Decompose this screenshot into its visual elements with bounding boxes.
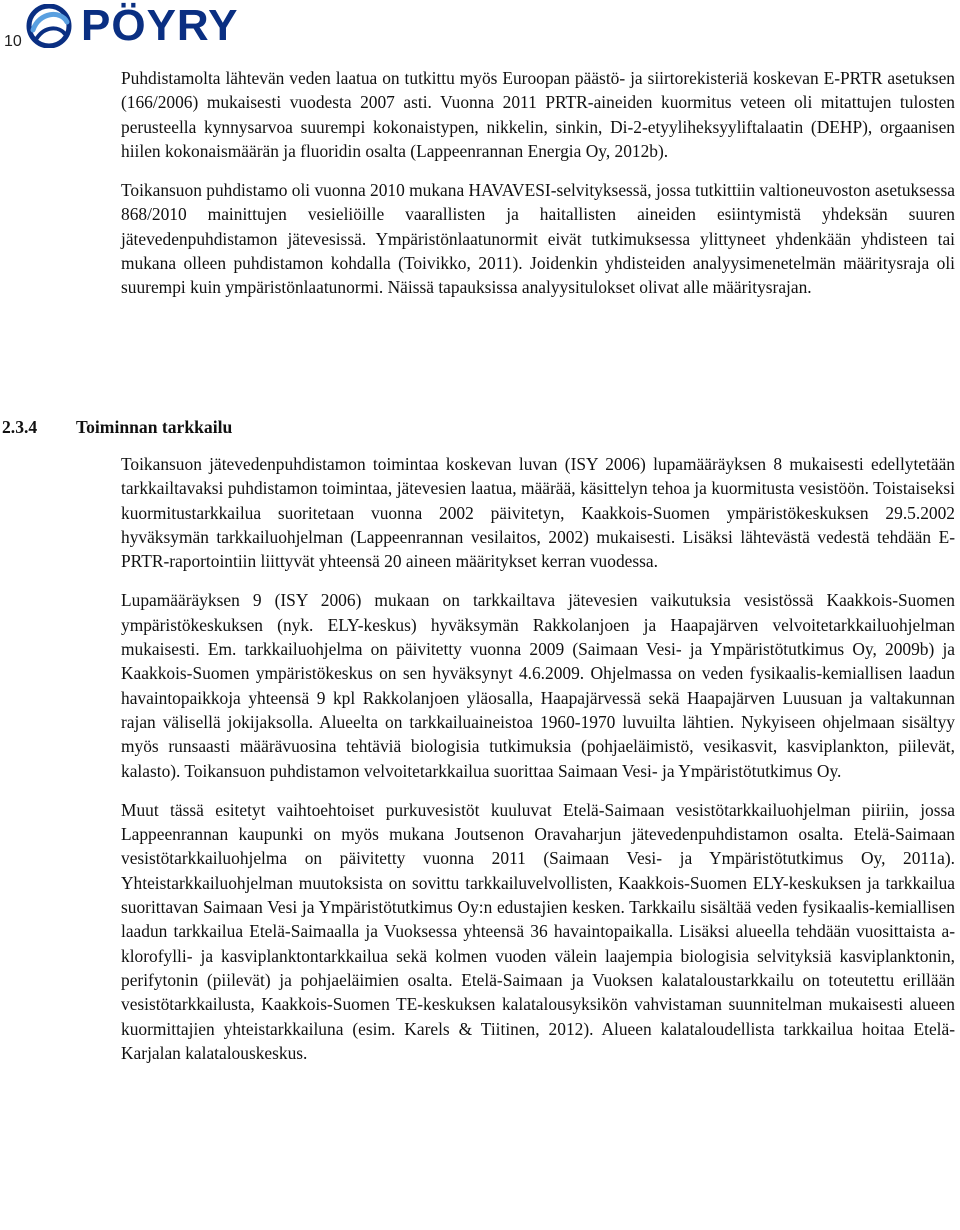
paragraph: Lupamääräyksen 9 (ISY 2006) mukaan on tarkkailtava jätevesien vaikutuksia vesistössä Kaakkois-Suomen ympäristökeskuksen (nyk. ELY-keskus) hyväksymän Rakkolanjoen ja Haapajärven velvoitetarkkailuohjelman mukaisesti. Em. tarkkailuohjelma on päivitetty vuonna 2009 (Saimaan Vesi- ja Ympäristötutkimus Oy, 2009b) ja Kaakkois-Suomen ympäristökeskus on sen hyväksynyt 4.6.2009. Ohjelmassa on veden fysikaalis-kemiallisen laadun havaintopaikkoja yhteensä 9 kpl Rakkolanjoen yläosalla, Haapajärvessä sekä Haapajärven Luusuan ja valtakunnan rajan välisellä jokijaksolla. Alueelta on tarkkailuaineistoa 1960-1970 luvuilta lähtien. Nykyiseen ohjelmaan sisältyy myös runsaasti määrävuosina tehtäviä biologisia tutkimuksia (pohjaeläimistö, vesikasvit, kasviplankton, piilevät, kalasto). Toikansuon puhdistamon velvoitetarkkailua suorittaa Saimaan Vesi- ja Ympäristötutkimus Oy. (121, 590, 955, 781)
paragraph: Toikansuon puhdistamo oli vuonna 2010 mukana HAVAVESI-selvityksessä, jossa tutkittiin valtioneuvoston asetuksessa 868/2010 mainittujen vesieliöille vaarallisten ja haitallisten aineiden esiintymistä yhdeksän suuren jätevedenpuhdistamon jätevesissä. Ympäristönlaatunormit eivät tutkimuksessa ylittyneet yhdenkään yhdisteen tai mukana olleen puhdistamon kohdalla (Toivikko, 2011). Joidenkin yhdisteiden analyysimenetelmän määritysraja oli suurempi kuin ympäristönlaatunormi. Näissä tapauksissa analyysitulokset olivat alle määritysrajan. (121, 180, 955, 298)
body-text-section (121, 452, 955, 1080)
paragraph: Muut tässä esitetyt vaihtoehtoiset purkuvesistöt kuuluvat Etelä-Saimaan vesistötarkkailuohjelman piiriin, jossa Lappeenrannan kaupunki on myös mukana Joutsenon Oravaharjun jätevedenpuhdistamon osalta. Etelä-Saimaan vesistötarkkailuohjelma on päivitetty vuonna 2011 (Saimaan Vesi- ja Ympäristötutkimus Oy, 2011a). Yhteistarkkailuohjelman muutoksista on sovittu tarkkailuvelvollisten, Kaakkois-Suomen ELY-keskuksen ja tarkkailua suorittavan Saimaan Vesi ja Ympäristötutkimus Oy:n edustajien kesken. Tarkkailu sisältää veden fysikaalis-kemiallisen laadun tarkkailua Etelä-Saimaalla ja Vuoksessa yhteensä 36 havaintopaikalla. Lisäksi alueella tehdään vuosittaista a-klorofylli- ja kasviplanktontarkkailua sekä kolmen vuoden välein laajempia biologisia selvityksiä kasviplanktonin, perifytonin (piilevät) ja pohjaeläimien osalta. Etelä-Saimaan ja Vuoksen kalataloustarkkailu on toteutettu erillään vesistötarkkailusta, Kaakkois-Suomen TE-keskuksen kalatalousyksikön vahvistaman suunnitelman mukaisesti alueen kuormittajien yhteistarkkailuna (esim. Karels & Tiitinen, 2012). Alueen kalataloudellista tarkkailua hoitaa Etelä-Karjalan kalatalouskeskus. (121, 799, 955, 1063)
body-text-top (121, 66, 955, 315)
section-number: 2.3.4 (2, 417, 38, 437)
poyry-logo (23, 2, 238, 50)
section-title: Toiminnan tarkkailu (76, 417, 233, 437)
logo-text: PÖYRY (81, 1, 239, 50)
paragraph: Puhdistamolta lähtevän veden laatua on tutkittu myös Euroopan päästö- ja siirtorekisteriä koskevan E-PRTR asetuksen (166/2006) mukaisesti vuodesta 2007 asti. Vuonna 2011 PRTR-aineiden kuormitus veteen oli mitattujen tulosten perusteella kynnysarvoa suurempi kokonaistypen, nikkelin, sinkin, Di-2-etyyliheksyyliftalaatin (DEHP), orgaanisen hiilen kokonaismäärän ja fluoridin osalta (Lappeenrannan Energia Oy, 2012b). (121, 68, 955, 161)
paragraph: Toikansuon jätevedenpuhdistamon toimintaa koskevan luvan (ISY 2006) lupamääräyksen 8 mukaisesti edellytetään tarkkailtavaksi puhdistamon toimintaa, jätevesien laatua, määrää, käsittelyn tehoa ja kuormitusta vesistöön. Toistaiseksi kuormitustarkkailua suoritetaan vuonna 2002 päivitetyn, Kaakkois-Suomen ympäristökeskuksen 29.5.2002 hyväksymän tarkkailuohjelman (Lappeenrannan vesilaitos, 2002) mukaisesti. Lisäksi lähtevästä vedestä tehdään E-PRTR-raportointiin liittyvät yhteensä 20 aineen määritykset kerran vuodessa. (121, 454, 955, 572)
section-heading (2, 415, 232, 439)
poyry-swirl-logo-icon (23, 4, 75, 48)
page-number: 10 (4, 33, 22, 50)
